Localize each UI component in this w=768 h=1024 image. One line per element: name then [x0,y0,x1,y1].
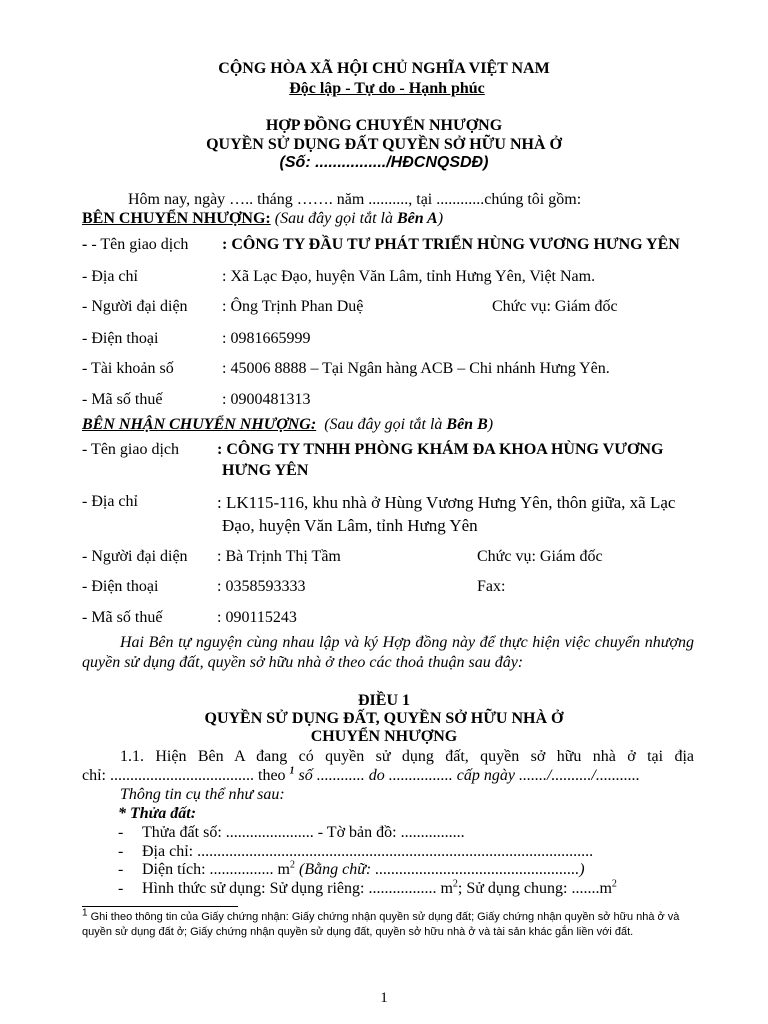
nation-title: CỘNG HÒA XÃ HỘI CHỦ NGHĨA VIỆT NAM [218,60,550,77]
land-heading: * Thửa đất: [118,805,197,822]
party-b-name-value-cont: HƯNG YÊN [222,462,309,479]
info-label: Thông tin cụ thể như sau: [120,786,285,803]
party-b-tax-value: : 090115243 [217,609,297,626]
party-b-address-value-cont: Đạo, huyện Văn Lâm, tỉnh Hưng Yên [222,516,478,535]
party-a-tax-label: - Mã số thuế [82,391,163,408]
party-b-representative-label: - Người đại diện [82,548,188,565]
land-item-parcel: - Thửa đất số: ...................... - Tờ bản đồ: ................ [118,824,465,841]
contract-number: (Số: ................/HĐCNQSDĐ) [279,154,489,171]
land-item-area: - Diện tích: ................ $m^2$ (Bằng chữ: ...................................................) [118,859,585,878]
intro-line: Hôm nay, ngày ….. tháng ……. năm .........., tại ............chúng tôi gồm: [128,191,582,208]
contract-subtitle: QUYỀN SỬ DỤNG ĐẤT QUYỀN SỞ HỮU NHÀ Ở [206,136,562,153]
party-b-phone-value: : 0358593333 [217,578,306,595]
party-a-representative-value: : Ông Trịnh Phan Duệ [222,298,364,315]
party-a-heading: BÊN CHUYỂN NHƯỢNG: (Sau đây gọi tắt là Bên A) [82,210,444,227]
party-b-representative-value: : Bà Trịnh Thị Tầm [217,548,341,565]
party-a-address-label: - Địa chỉ [82,268,138,285]
contract-title: HỢP ĐỒNG CHUYỂN NHƯỢNG [265,117,503,134]
party-a-name-value: : CÔNG TY ĐẦU TƯ PHÁT TRIỂN HÙNG VƯƠNG HƯNG YÊN [222,236,680,253]
party-b-address-value: : LK115-116, khu nhà ở Hùng Vương Hưng Yên, thôn giữa, xã Lạc [217,493,676,512]
footnote: $^1$ Ghi theo thông tin của Giấy chứng nhận: Giấy chứng nhận quyền sử dụng đất; Giấy chứng nhận quyền sở hữu nhà ở và quyền sử dụng đất ở; Giấy chứng nhận quyền sử dụng đất, quyền sở hữu nhà ở và tài sản khác gắn liền với đất. [82,907,680,938]
article-1-para-1: 1.1. Hiện Bên A đang có quyền sử dụng đất, quyền sở hữu nhà ở tại địa [120,748,694,765]
party-a-position: Chức vụ: Giám đốc [492,298,618,315]
motto: Độc lập - Tự do - Hạnh phúc [289,80,485,97]
article-1-heading: ĐIỀU 1 [357,692,410,709]
party-a-account-label: - Tài khoản số [82,360,174,377]
party-a-account-value: : 45006 8888 – Tại Ngân hàng ACB – Chi nhánh Hưng Yên. [222,360,610,377]
article-1-title-cont: CHUYỂN NHƯỢNG [310,728,458,745]
land-item-address: - Địa chỉ: ................................................................................................... [118,843,594,860]
footnote-separator [82,906,238,907]
land-item-usage: - Hình thức sử dụng: Sử dụng riêng: ................. $m^2$; Sử dụng chung: $.......m^2$ [118,878,617,897]
party-b-address-label: - Địa chỉ [82,493,138,510]
agreement-paragraph: Hai Bên tự nguyện cùng nhau lập và ký Hợp đồng này để thực hiện việc chuyển nhượng quyền sử dụng đất, quyền sở hữu nhà ở theo các thoả thuận sau đây: [82,634,694,671]
party-a-representative-label: - Người đại diện [82,298,188,315]
article-1-title: QUYỀN SỬ DỤNG ĐẤT, QUYỀN SỞ HỮU NHÀ Ở [204,710,564,727]
party-b-tax-label: - Mã số thuế [82,609,163,626]
party-b-phone-label: - Điện thoại [82,578,159,595]
party-b-name-label: - Tên giao dịch [82,441,180,458]
party-b-fax-label: Fax: [477,578,506,595]
party-b-position: Chức vụ: Giám đốc [477,548,603,565]
party-a-address-value: : Xã Lạc Đạo, huyện Văn Lâm, tỉnh Hưng Yên, Việt Nam. [222,268,596,285]
article-1-para-1-cont: chỉ: .................................... theo $^1$ số ............ do ................ cấp ngày ......./........../........... [82,765,640,784]
page-number: 1 [380,990,388,1006]
party-a-phone-value: : 0981665999 [222,330,311,347]
party-b-name-value: : CÔNG TY TNHH PHÒNG KHÁM ĐA KHOA HÙNG VƯƠNG [217,441,664,458]
party-a-name-label: - - Tên giao dịch [82,236,189,253]
party-a-phone-label: - Điện thoại [82,330,159,347]
party-b-heading: BÊN NHẬN CHUYỂN NHƯỢNG: (Sau đây gọi tắt là Bên B) [82,416,494,433]
party-a-tax-value: : 0900481313 [222,391,311,408]
